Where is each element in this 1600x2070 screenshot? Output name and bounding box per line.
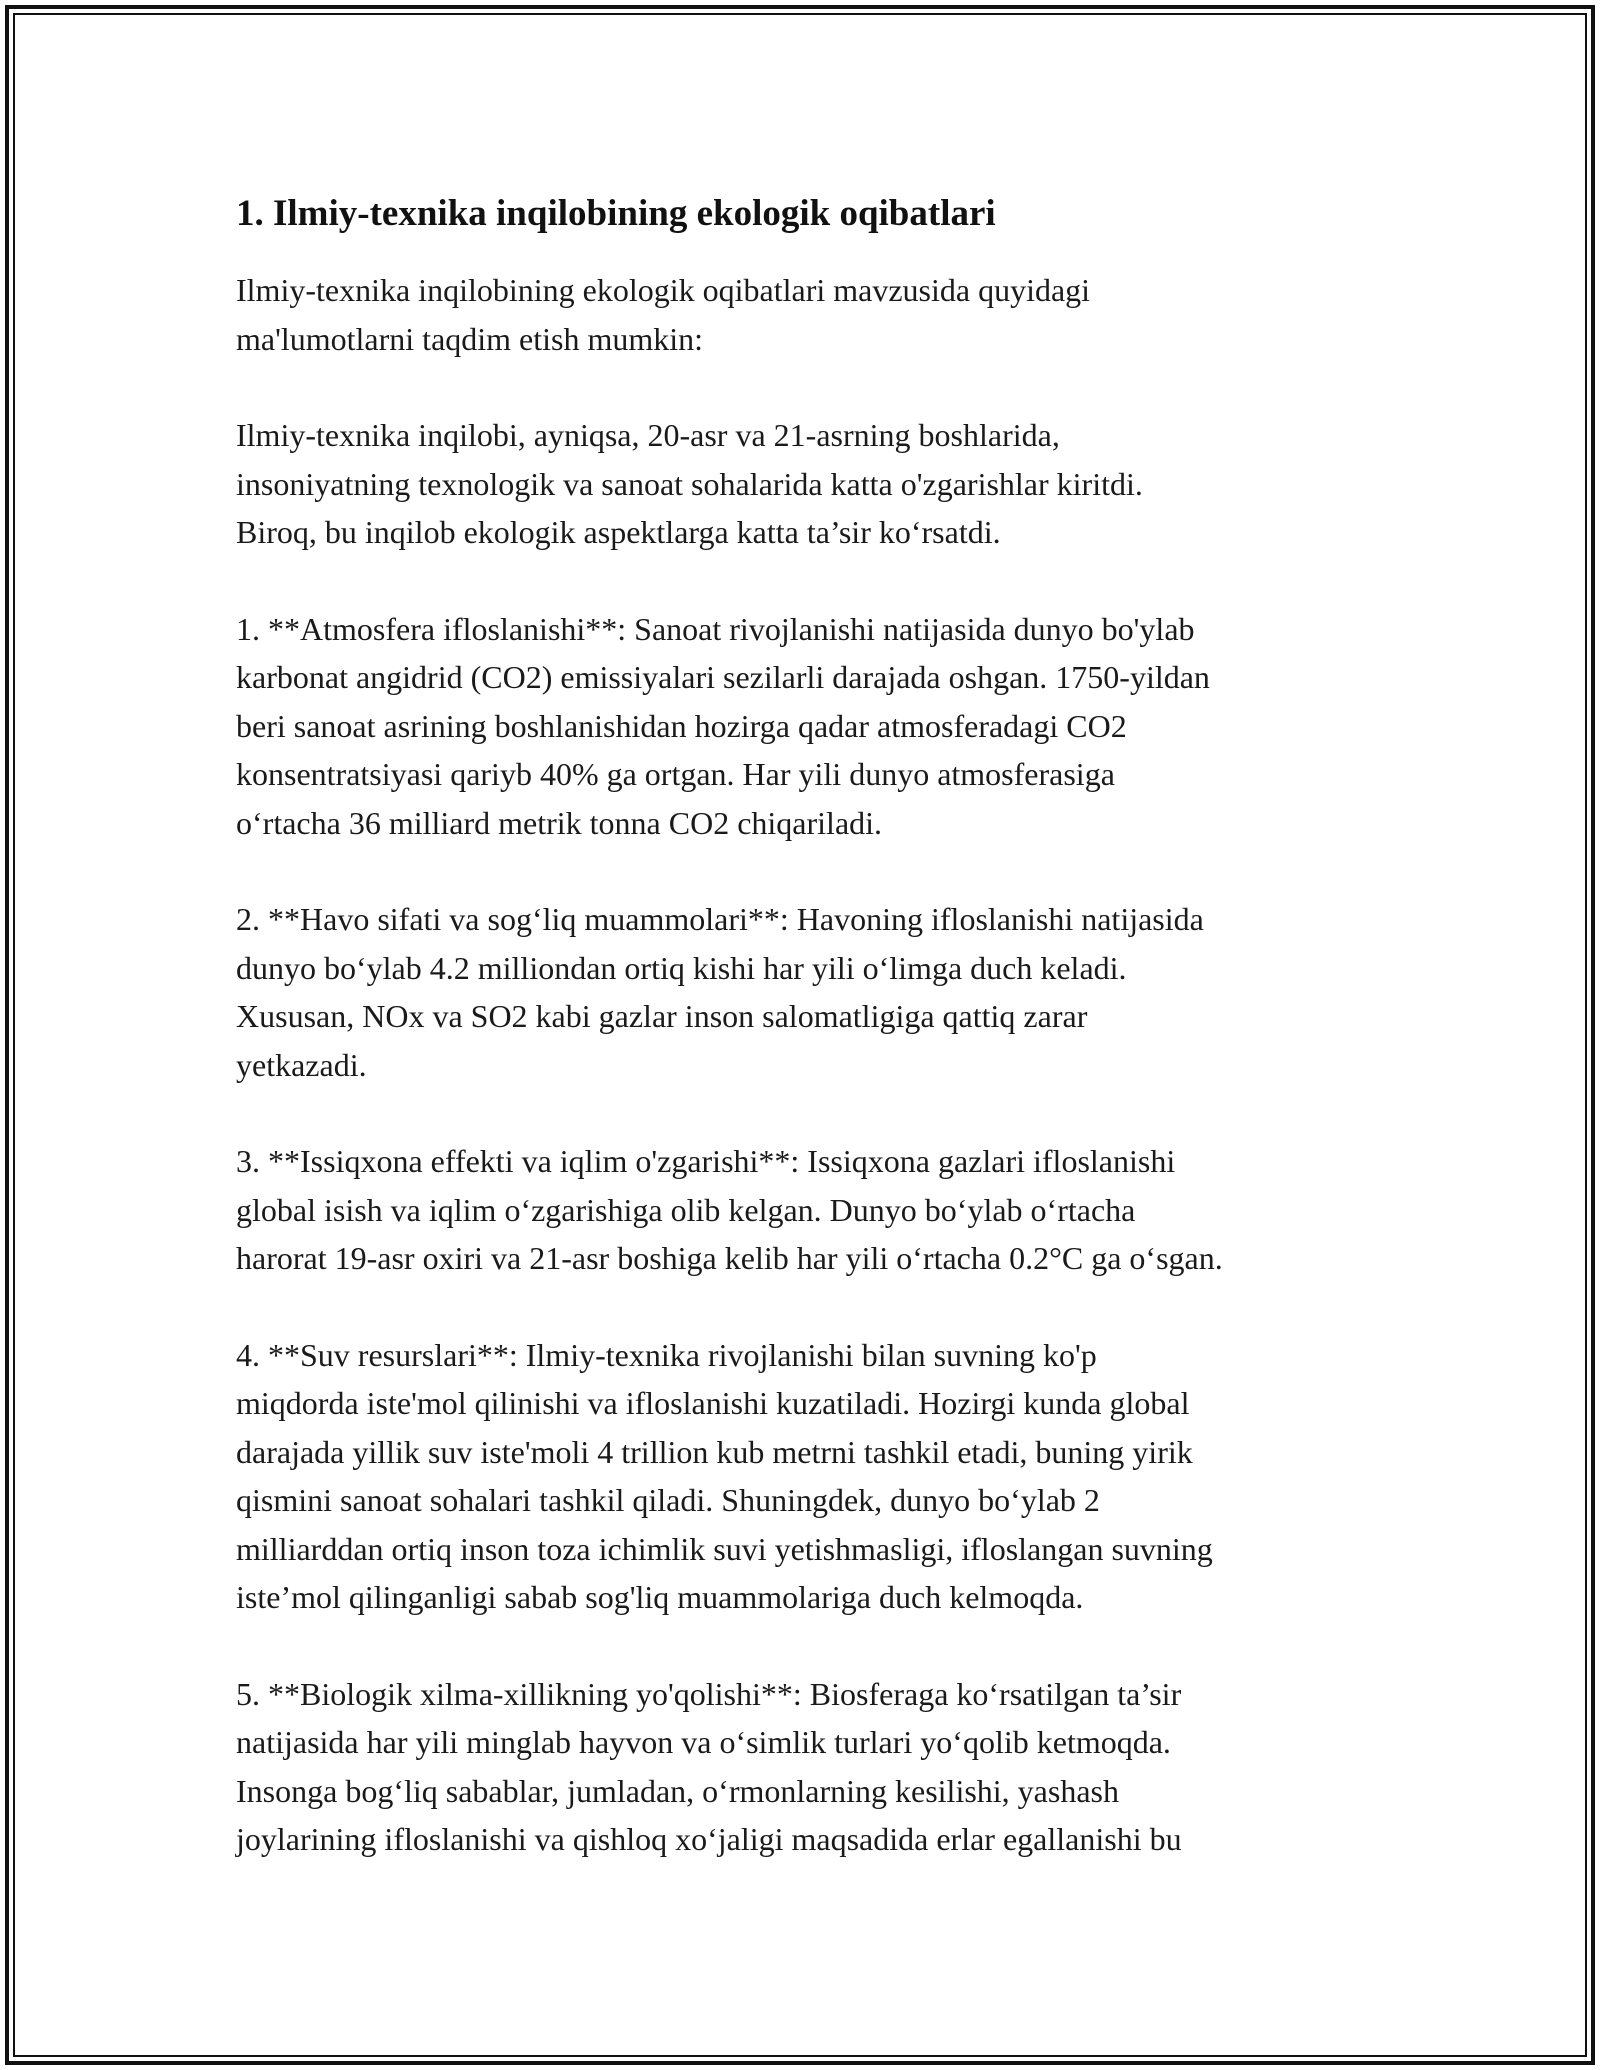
section-water-resources bbox=[236, 1331, 1396, 1622]
text-line: 2. **Havo sifati va sog‘liq muammolari**: Havoning ifloslanishi natijasida bbox=[236, 901, 1204, 937]
document-title: 1. Ilmiy-texnika inqilobining ekologik oqibatlari bbox=[236, 193, 996, 234]
text-line: karbonat angidrid (CO2) emissiyalari sezilarli darajada oshgan. 1750-yildan bbox=[236, 659, 1210, 695]
text-line: beri sanoat asrining boshlanishidan hozirga qadar atmosferadagi CO2 bbox=[236, 707, 1127, 744]
text-line: yetkazadi. bbox=[236, 1046, 367, 1083]
context-paragraph bbox=[236, 411, 1396, 557]
text-line: 3. **Issiqxona effekti va iqlim o'zgarishi**: Issiqxona gazlari ifloslanishi bbox=[236, 1143, 1176, 1179]
text-line: o‘rtacha 36 milliard metrik tonna CO2 chiqariladi. bbox=[236, 804, 883, 841]
text-line: joylarining ifloslanishi va qishloq xo‘jaligi maqsadida erlar egallanishi bu bbox=[236, 1821, 1182, 1857]
section-air-quality-health bbox=[236, 895, 1396, 1089]
text-line: Ilmiy-texnika inqilobi, ayniqsa, 20-asr va 21-asrning boshlarida, bbox=[236, 417, 1060, 453]
text-line: 5. **Biologik xilma-xillikning yo'qolishi**: Biosferaga ko‘rsatilgan ta’sir bbox=[236, 1675, 1182, 1712]
text-line: Xususan, NOx va SO2 kabi gazlar inson salomatligiga qattiq zarar bbox=[236, 998, 1088, 1034]
text-line: konsentratsiyasi qariyb 40% ga ortgan. Har yili dunyo atmosferasiga bbox=[236, 756, 1115, 792]
text-line: 1. **Atmosfera ifloslanishi**: Sanoat rivojlanishi natijasida dunyo bo'ylab bbox=[236, 610, 1195, 647]
text-line: harorat 19-asr oxiri va 21-asr boshiga kelib har yili o‘rtacha 0.2°C ga o‘sgan. bbox=[236, 1240, 1223, 1276]
text-line: milliarddan ortiq inson toza ichimlik suvi yetishmasligi, ifloslangan suvning bbox=[236, 1530, 1213, 1567]
text-line: darajada yillik suv iste'moli 4 trillion kub metrni tashkil etadi, buning yirik bbox=[236, 1433, 1193, 1470]
text-line: Ilmiy-texnika inqilobining ekologik oqibatlari mavzusida quyidagi bbox=[236, 272, 1091, 308]
text-line: ma'lumotlarni taqdim etish mumkin: bbox=[236, 320, 704, 357]
text-line: iste’mol qilinganligi sabab sog'liq muammolariga duch kelmoqda. bbox=[236, 1579, 1084, 1615]
text-line: insoniyatning texnologik va sanoat sohalarida katta o'zgarishlar kiritdi. bbox=[236, 465, 1143, 502]
document-body bbox=[236, 190, 1396, 1912]
text-line: 4. **Suv resurslari**: Ilmiy-texnika rivojlanishi bilan suvning ko'p bbox=[236, 1336, 1097, 1373]
text-line: natijasida har yili minglab hayvon va o‘simlik turlari yo‘qolib ketmoqda. bbox=[236, 1724, 1171, 1760]
section-atmosphere-pollution bbox=[236, 605, 1396, 848]
section-biodiversity-loss bbox=[236, 1670, 1396, 1864]
text-line: miqdorda iste'mol qilinishi va ifloslanishi kuzatiladi. Hozirgi kunda global bbox=[236, 1385, 1190, 1421]
text-line: Insonga bog‘liq sabablar, jumladan, o‘rmonlarning kesilishi, yashash bbox=[236, 1772, 1119, 1809]
text-line: Biroq, bu inqilob ekologik aspektlarga katta ta’sir ko‘rsatdi. bbox=[236, 514, 1001, 550]
text-line: qismini sanoat sohalari tashkil qiladi. Shuningdek, dunyo bo‘ylab 2 bbox=[236, 1482, 1100, 1518]
text-line: global isish va iqlim o‘zgarishiga olib kelgan. Dunyo bo‘ylab o‘rtacha bbox=[236, 1191, 1136, 1228]
text-line: dunyo bo‘ylab 4.2 milliondan ortiq kishi har yili o‘limga duch keladi. bbox=[236, 949, 1127, 986]
section-greenhouse-climate bbox=[236, 1137, 1396, 1283]
intro-paragraph bbox=[236, 266, 1396, 363]
